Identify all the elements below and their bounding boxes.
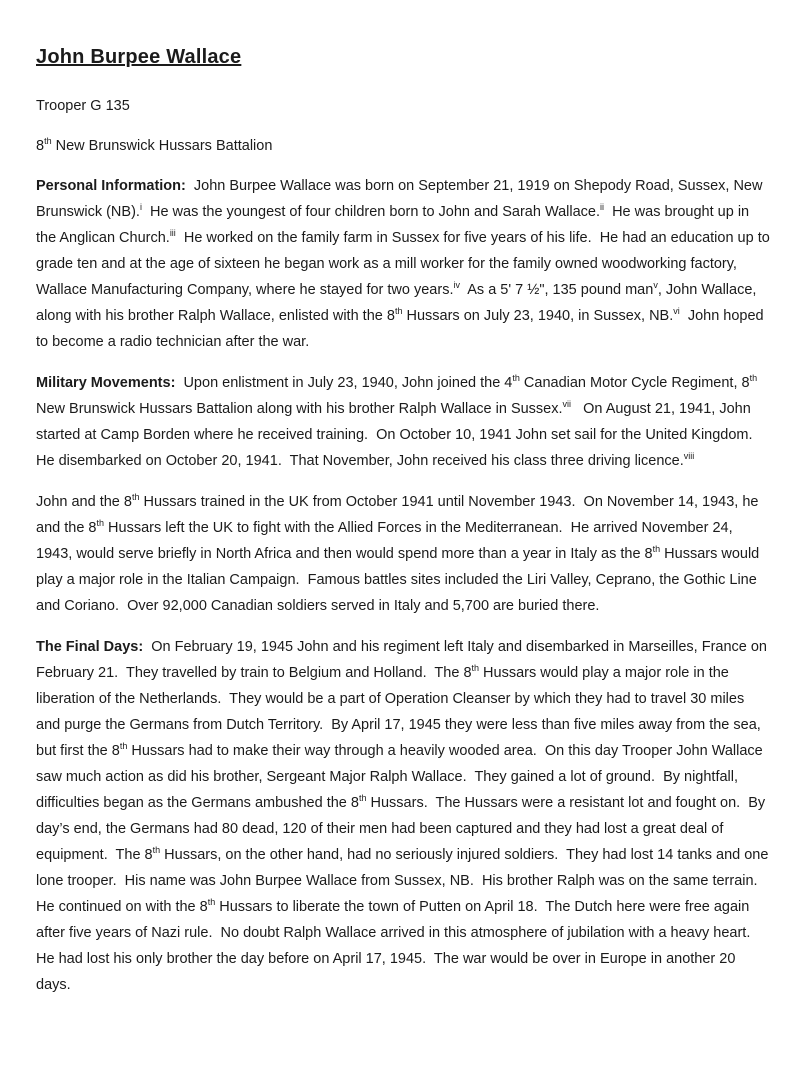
paragraph-personal-information	[36, 173, 774, 355]
text-run: As a 5' 7 ½", 135 pound man	[459, 282, 654, 298]
text-run: New Brunswick Hussars Battalion	[51, 138, 273, 154]
footnote-ref: vii	[562, 399, 572, 410]
footnote-ref: ii	[600, 202, 605, 213]
text-run: , John Wallace, along with his brother Ralph Wallace, enlisted with the 8	[36, 282, 761, 324]
text-run: Hussars would play a major role in the liberation of the Netherlands. They would be a part of Operation Cleanser by which they had to travel 30 miles and purge the Germans from Dutch Territory. By April 17, 1945 they were less than five miles away from the sea, but first the 8	[36, 665, 765, 759]
paragraph-final-days	[36, 634, 773, 998]
text-run: Hussars left the UK to fight with the Allied Forces in the Mediterranean. He arrived November 24, 1943, would serve briefly in North Africa and then would spend more than a year in Italy as the 8	[36, 520, 737, 562]
ordinal-suffix: th	[207, 897, 216, 908]
ordinal-suffix: th	[652, 544, 661, 555]
footnote-ref: v	[653, 280, 658, 291]
text-run: He worked on the family farm in Sussex for five years of his life. He had an education up to grade ten and at the age of sixteen he began work as a mill worker for the family owned woodworking factory, Wallace Manufacturing Company, where he stayed for two years.	[36, 230, 774, 298]
text-run: Upon enlistment in July 23, 1940, John joined the 4	[175, 375, 513, 391]
ordinal-suffix: th	[152, 845, 161, 856]
service-number-line	[36, 93, 770, 119]
paragraph-military-movements	[36, 370, 770, 474]
section-label: Military Movements:	[36, 375, 176, 391]
ordinal-suffix: th	[119, 741, 128, 752]
footnote-ref: vi	[673, 306, 680, 317]
text-run: He was the youngest of four children born to John and Sarah Wallace.	[141, 204, 601, 220]
text-run: 8	[36, 138, 45, 154]
footnote-ref: iv	[453, 280, 460, 291]
text-run: He was brought up in the Anglican Church.	[36, 204, 754, 246]
text-run: Hussars to liberate the town of Putten on April 18. The Dutch here were free again after five years of Nazi rule. No doubt Ralph Wallace arrived in this atmosphere of jubilation with a heavy heart. He had lost his only brother the day before on April 17, 1945. The war would be over in Europe in another 20 days.	[36, 899, 759, 993]
paragraph-uk-training-italy	[36, 489, 770, 619]
text-run: Hussars. The Hussars were a resistant lot and fought on. By day’s end, the Germans had 80 dead, 120 of their men had been captured and they had lost a great deal of equipment. The 8	[36, 795, 770, 863]
text-run: Canadian Motor Cycle Regiment, 8	[519, 375, 750, 391]
ordinal-suffix: th	[131, 492, 140, 503]
document-title: John Burpee Wallace	[36, 46, 242, 68]
ordinal-suffix: th	[394, 306, 403, 317]
text-run: On February 19, 1945 John and his regiment left Italy and disembarked in Marseilles, France on February 21. They travelled by train to Belgium and Holland. The 8	[36, 639, 772, 681]
text-run: Hussars, on the other hand, had no seriously injured soldiers. They had lost 14 tanks and one lone trooper. His name was John Burpee Wallace from Sussex, NB. His brother Ralph was on the same terrain. He continued on with the 8	[36, 847, 773, 915]
text-run: John and the 8	[36, 494, 132, 510]
text-run: New Brunswick Hussars Battalion along with his brother Ralph Wallace in Sussex.	[36, 375, 762, 417]
text-run: Hussars trained in the UK from October 1941 until November 1943. On November 14, 1943, he and the 8	[36, 494, 763, 536]
text-run: Hussars had to make their way through a heavily wooded area. On this day Trooper John Wallace saw much action as did his brother, Sergeant Major Ralph Wallace. They gained a lot of ground. By nightfall, difficulties began as the Germans ambushed the 8	[36, 743, 767, 811]
battalion-line	[36, 133, 770, 159]
text-run: John hoped to become a radio technician after the war.	[36, 308, 768, 350]
section-label: Personal Information:	[36, 178, 186, 194]
text-run: John Burpee Wallace was born on September 21, 1919 on Shepody Road, Sussex, New Brunswick (NB).	[36, 178, 767, 220]
ordinal-suffix: th	[358, 793, 367, 804]
ordinal-suffix: th	[96, 518, 104, 529]
ordinal-suffix: th	[44, 136, 52, 147]
text-run: Trooper G 135	[36, 98, 130, 114]
text-run: Hussars would play a major role in the Italian Campaign. Famous battles sites included the Liri Valley, Ceprano, the Gothic Line and Coriano. Over 92,000 Canadian soldiers served in Italy and 5,700 are buried there.	[36, 546, 764, 614]
footnote-ref: iii	[169, 228, 176, 239]
text-run: Hussars on July 23, 1940, in Sussex, NB.	[402, 308, 674, 324]
footnote-ref: viii	[683, 451, 695, 462]
ordinal-suffix: th	[749, 373, 758, 384]
ordinal-suffix: th	[471, 663, 480, 674]
section-label: The Final Days:	[36, 639, 144, 655]
text-run: On August 21, 1941, John started at Camp Borden where he received training. On October 10, 1941 John set sail for the United Kingdom. He disembarked on October 20, 1941. That November, John received his class three driving licence.	[36, 401, 761, 469]
footnote-ref: i	[139, 202, 142, 213]
ordinal-suffix: th	[512, 373, 520, 384]
